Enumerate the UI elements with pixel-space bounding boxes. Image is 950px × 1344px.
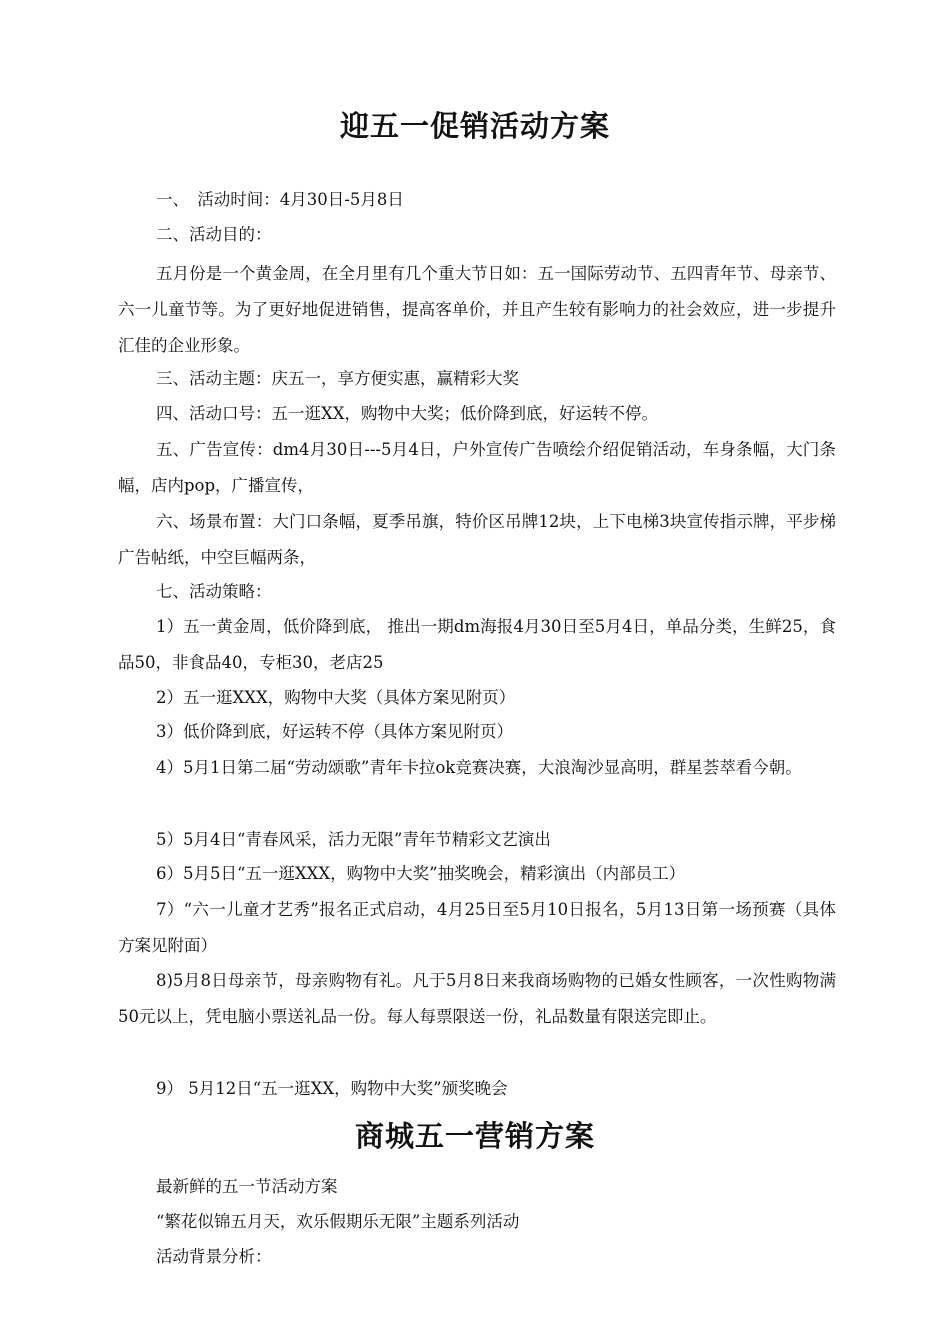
section-theme: “繁花似锦五月天，欢乐假期乐无限”主题系列活动 [156,1212,520,1231]
activity-purpose-heading: 二、活动目的： [156,225,272,244]
strategy-item-7: 7）“六一儿童才艺秀”报名正式启动，4月25日至5月10日报名，5月13日第一场预赛（具体方案见附面） [118,900,836,955]
background-analysis-heading: 活动背景分析： [156,1247,272,1266]
activity-theme: 三、活动主题：庆五一，享方便实惠，赢精彩大奖 [156,369,519,388]
activity-time: 一、 活动时间：4月30日-5月8日 [156,190,404,209]
advertising-paragraph: 五、广告宣传：dm4月30日---5月4日，户外宣传广告喷绘介绍促销活动，车身条幅，大门条幅，店内pop，广播宣传， [118,440,836,495]
scene-layout-paragraph: 六、场景布置：大门口条幅，夏季吊旗，特价区吊牌12块，上下电梯3块宣传指示牌，平步梯广告帖纸，中空巨幅两条， [118,512,836,567]
section-title: 商城五一营销方案 [354,1119,595,1153]
strategy-item-2: 2）五一逛XXX，购物中大奖（具体方案见附页） [156,688,516,707]
activity-slogan: 四、活动口号：五一逛XX，购物中大奖；低价降到底，好运转不停。 [156,404,658,423]
strategy-item-3: 3）低价降到底，好运转不停（具体方案见附页） [156,722,513,741]
strategy-item-5: 5）5月4日“青春风采，活力无限”青年节精彩文艺演出 [156,830,551,849]
section-subtitle: 最新鲜的五一节活动方案 [156,1177,338,1196]
strategy-item-9: 9） 5月12日“五一逛XX，购物中大奖”颁奖晚会 [156,1079,508,1098]
activity-purpose-paragraph: 五月份是一个黄金周，在全月里有几个重大节日如：五一国际劳动节、五四青年节、母亲节、六一儿童节等。为了更好地促进销售，提高客单价，并且产生较有影响力的社会效应，进一步提升汇佳的企业形象。 [118,264,836,355]
strategy-heading: 七、活动策略： [156,582,272,601]
page-title: 迎五一促销活动方案 [339,109,610,143]
strategy-item-1: 1）五一黄金周，低价降到底， 推出一期dm海报4月30日至5月4日，单品分类，生鲜25，食品50，非食品40，专柜30，老店25 [118,617,836,672]
strategy-item-8: 8)5月8日母亲节，母亲购物有礼。凡于5月8日来我商场购物的已婚女性顾客，一次性购物满50元以上，凭电脑小票送礼品一份。每人每票限送一份，礼品数量有限送完即止。 [118,971,836,1026]
strategy-item-4: 4）5月1日第二届“劳动颂歌”青年卡拉ok竞赛决赛，大浪淘沙显高明，群星荟萃看今朝。 [156,758,802,777]
strategy-item-6: 6）5月5日“五一逛XXX，购物中大奖”抽奖晚会，精彩演出（内部员工） [156,864,686,883]
